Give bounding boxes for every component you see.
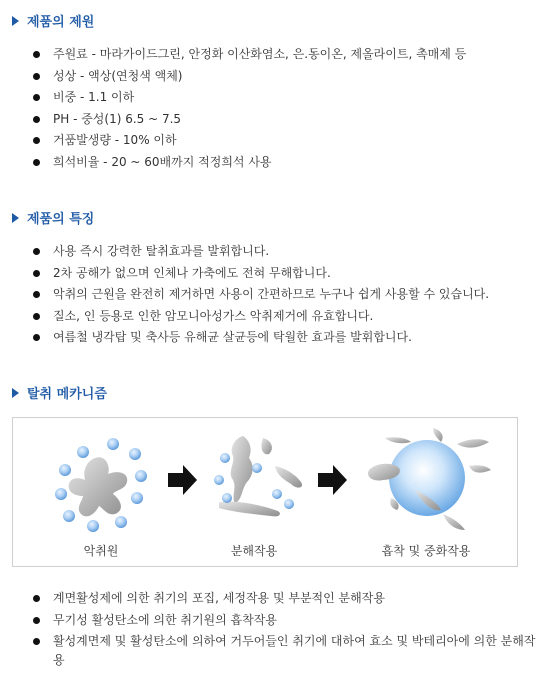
bubble-icon xyxy=(222,493,232,503)
list-item: 2차 공해가 없으며 인체나 가축에도 전혀 무해합니다. xyxy=(33,263,489,285)
list-item: 비중 - 1.1 이하 xyxy=(33,87,466,109)
list-item: 악취의 근원을 완전히 제거하면 사용이 간편하므로 누구나 쉽게 사용할 수 있습니다. xyxy=(33,284,489,306)
list-item: 희석비율 - 20 ~ 60배까지 적정희석 사용 xyxy=(33,152,466,174)
arrow-right-icon xyxy=(168,465,197,495)
section-title-specs xyxy=(12,11,94,30)
decomposition-figure xyxy=(214,436,302,516)
caption-odor-source: 악취원 xyxy=(83,544,119,558)
odor-blob-icon xyxy=(69,457,128,516)
list-item: 활성계면제 및 활성탄소에 의하여 거두어들인 취기에 대하여 효소 및 박테리아에 의한 분해작용 xyxy=(33,631,543,670)
bubble-icon xyxy=(63,510,75,522)
section-title-text: 제품의 제원 xyxy=(27,15,95,30)
list-item: 사용 즉시 강력한 탈취효과를 발휘합니다. xyxy=(33,241,489,263)
fragment-icon xyxy=(457,439,489,447)
section-title-features xyxy=(12,208,94,227)
section-title-text: 탈취 메카니즘 xyxy=(27,387,107,402)
specs-list xyxy=(33,44,466,173)
triangle-bullet-icon xyxy=(12,213,19,223)
fragment-icon xyxy=(275,466,302,488)
bubble-icon xyxy=(131,492,143,504)
fragment-icon xyxy=(261,438,271,454)
bubble-icon xyxy=(272,489,282,499)
triangle-bullet-icon xyxy=(12,388,19,398)
list-item: 무기성 활성탄소에 의한 취기원의 흡착작용 xyxy=(33,610,543,632)
bubble-icon xyxy=(55,488,67,500)
bubble-icon xyxy=(129,448,141,460)
triangle-bullet-icon xyxy=(12,16,19,26)
caption-decomposition: 분해작용 xyxy=(230,544,278,558)
bubble-icon xyxy=(252,463,262,473)
list-item: 성상 - 액상(연청색 액체) xyxy=(33,66,466,88)
list-item: 여름철 냉각탑 및 축사등 유해균 살균등에 탁월한 효과를 발휘합니다. xyxy=(33,327,489,349)
bubble-icon xyxy=(135,470,147,482)
fragment-icon xyxy=(231,436,253,504)
fragment-icon xyxy=(443,514,465,530)
list-item: 거품발생량 - 10% 이하 xyxy=(33,130,466,152)
list-item: PH - 중성(1) 6.5 ~ 7.5 xyxy=(33,109,466,131)
caption-adsorption: 흡착 및 중화작용 xyxy=(381,544,471,558)
features-list xyxy=(33,241,489,349)
bubble-icon xyxy=(284,499,294,509)
bubble-icon xyxy=(107,438,119,450)
section-title-text: 제품의 특징 xyxy=(27,212,95,227)
list-item: 주원료 - 마라가이드그린, 안정화 이산화염소, 은.동이온, 제올라이트, 촉매제 등 xyxy=(33,44,466,66)
fragment-icon xyxy=(385,437,411,443)
bubble-icon xyxy=(115,516,127,528)
bubble-icon xyxy=(59,464,71,476)
arrow-right-icon xyxy=(318,465,347,495)
fragment-icon xyxy=(433,428,443,442)
bubble-icon xyxy=(220,453,230,463)
adsorption-figure xyxy=(368,428,491,530)
mechanism-list xyxy=(33,588,543,670)
list-item: 질소, 인 등용로 인한 암모니아성가스 악취제거에 유효합니다. xyxy=(33,306,489,328)
bubble-icon xyxy=(77,446,89,458)
bubble-icon xyxy=(214,475,224,485)
fragment-icon xyxy=(219,501,280,516)
bubble-icon xyxy=(87,520,99,532)
odor-source-figure xyxy=(55,438,147,532)
section-title-mechanism xyxy=(12,383,107,402)
list-item: 계면활성제에 의한 취기의 포집, 세정작용 및 부분적인 분해작용 xyxy=(33,588,543,610)
fragment-icon xyxy=(469,465,491,472)
mechanism-diagram xyxy=(12,417,518,567)
